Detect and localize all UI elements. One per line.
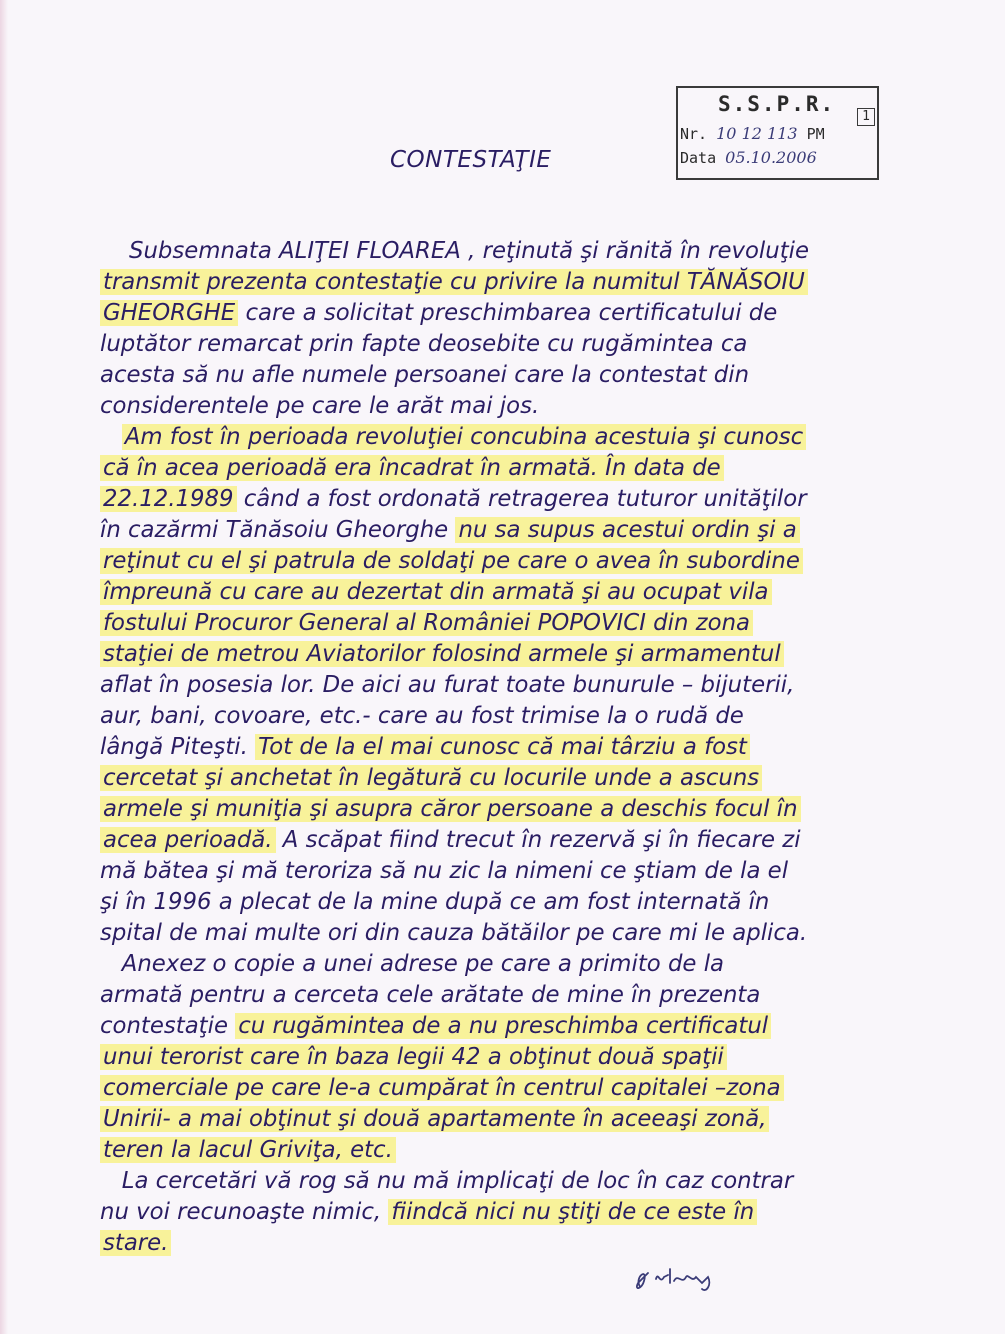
text-line — [100, 1135, 912, 1166]
text-segment: luptător remarcat prin fapte deosebite cu rugămintea ca — [100, 331, 748, 357]
stamp-nr-suffix: PM — [806, 125, 825, 143]
text-segment: care a solicitat preschimbarea certificatului de — [238, 300, 778, 326]
text-line — [100, 918, 912, 949]
highlighted-text: Am fost în perioada revoluţiei concubina acestuia şi cunosc — [122, 424, 806, 450]
text-segment: armată pentru a cerceta cele arătate de mine în prezenta — [100, 982, 761, 1008]
stamp-nr-label: Nr. — [680, 125, 708, 143]
paper-edge — [0, 0, 8, 1334]
text-segment: spital de mai multe ori din cauza bătăilor pe care mi le aplica. — [100, 920, 808, 946]
text-segment: considerentele pe care le arăt mai jos. — [100, 393, 540, 419]
text-line — [100, 608, 912, 639]
text-segment: A scăpat fiind trecut în rezervă şi în fiecare zi — [275, 827, 801, 853]
highlighted-text: cercetat şi anchetat în legătură cu locurile unde a ascuns — [100, 765, 762, 791]
text-line — [100, 484, 912, 515]
text-line — [100, 639, 912, 670]
text-line — [100, 422, 912, 453]
text-line — [100, 1042, 912, 1073]
text-line — [100, 856, 912, 887]
highlighted-text: cu rugămintea de a nu preschimba certificatul — [235, 1013, 771, 1039]
text-segment — [100, 424, 122, 450]
text-line — [100, 391, 912, 422]
text-segment: lângă Piteşti. — [100, 734, 256, 760]
text-segment: acesta să nu afle numele persoanei care la contestat din — [100, 362, 750, 388]
highlighted-text: Tot de la el mai cunosc că mai târziu a fost — [255, 734, 750, 760]
highlighted-text: împreună cu care au dezertat din armată şi au ocupat vila — [100, 579, 772, 605]
text-line — [100, 453, 912, 484]
stamp-date-label: Data — [680, 149, 717, 167]
handwritten-signature — [630, 1255, 740, 1295]
stamp-date-value: 05.10.2006 — [725, 148, 817, 167]
highlighted-text: transmit prezenta contestaţie cu privire la numitul TĂNĂSOIU — [100, 269, 808, 295]
stamp-date-row — [680, 148, 817, 167]
text-segment: mă bătea şi mă teroriza să nu zic la nimeni ce ştiam de la el — [100, 858, 789, 884]
text-segment: aflat în posesia lor. De aici au furat toate bunurule – bijuterii, — [100, 672, 795, 698]
highlighted-text: GHEORGHE — [100, 300, 238, 326]
stamp-number-row — [680, 124, 825, 143]
highlighted-text: teren la lacul Griviţa, etc. — [100, 1137, 396, 1163]
document-body — [100, 236, 912, 1259]
text-line — [100, 329, 912, 360]
text-line — [100, 1011, 912, 1042]
text-line — [100, 360, 912, 391]
stamp-nr-value: 10 12 113 — [716, 124, 798, 143]
text-line — [100, 1228, 912, 1259]
text-line — [100, 546, 912, 577]
registration-stamp — [676, 86, 879, 180]
stamp-box-number: 1 — [857, 108, 875, 126]
text-line — [100, 1197, 912, 1228]
highlighted-text: comerciale pe care le-a cumpărat în centrul capitalei –zona — [100, 1075, 784, 1101]
text-line — [100, 1104, 912, 1135]
text-line — [100, 794, 912, 825]
highlighted-text: nu sa supus acestui ordin şi a — [455, 517, 799, 543]
stamp-organization: S.S.P.R. — [718, 92, 836, 116]
highlighted-text: staţiei de metrou Aviatorilor folosind armele şi armamentul — [100, 641, 784, 667]
highlighted-text: unui terorist care în baza legii 42 a obţinut două spaţii — [100, 1044, 727, 1070]
text-line — [100, 887, 912, 918]
highlighted-text: armele şi muniţia şi asupra căror persoane a deschis focul în — [100, 796, 801, 822]
text-segment: în cazărmi Tănăsoiu Gheorghe — [100, 517, 456, 543]
highlighted-text: 22.12.1989 — [100, 486, 237, 512]
text-segment: contestaţie — [100, 1013, 236, 1039]
text-line — [100, 763, 912, 794]
highlighted-text: stare. — [100, 1230, 171, 1256]
text-segment: Subsemnata ALIŢEI FLOAREA , reţinută şi rănită în revoluţie — [100, 238, 810, 264]
highlighted-text: fiindcă nici nu ştiţi de ce este în — [388, 1199, 757, 1225]
text-line — [100, 236, 912, 267]
text-line — [100, 732, 912, 763]
text-segment: când a fost ordonată retragerea tuturor unităţilor — [236, 486, 807, 512]
document-title: CONTESTAŢIE — [390, 147, 552, 173]
text-line — [100, 701, 912, 732]
text-line — [100, 1166, 912, 1197]
highlighted-text: Unirii- a mai obţinut şi două apartamente în aceeaşi zonă, — [100, 1106, 769, 1132]
highlighted-text: acea perioadă. — [100, 827, 276, 853]
text-line — [100, 949, 912, 980]
text-segment: Anexez o copie a unei adrese pe care a primito de la — [100, 951, 724, 977]
text-segment: aur, bani, covoare, etc.- care au fost trimise la o rudă de — [100, 703, 744, 729]
text-segment: La cercetări vă rog să nu mă implicaţi de loc în caz contrar — [100, 1168, 794, 1194]
text-line — [100, 1073, 912, 1104]
text-segment: şi în 1996 a plecat de la mine după ce am fost internată în — [100, 889, 770, 915]
text-line — [100, 515, 912, 546]
text-line — [100, 577, 912, 608]
text-line — [100, 298, 912, 329]
text-line — [100, 825, 912, 856]
highlighted-text: reţinut cu el şi patrula de soldaţi pe care o avea în subordine — [100, 548, 803, 574]
text-segment: nu voi recunoaşte nimic, — [100, 1199, 389, 1225]
text-line — [100, 980, 912, 1011]
text-line — [100, 267, 912, 298]
text-line — [100, 670, 912, 701]
highlighted-text: că în acea perioadă era încadrat în armată. În data de — [100, 455, 724, 481]
highlighted-text: fostului Procuror General al României POPOVICI din zona — [100, 610, 753, 636]
